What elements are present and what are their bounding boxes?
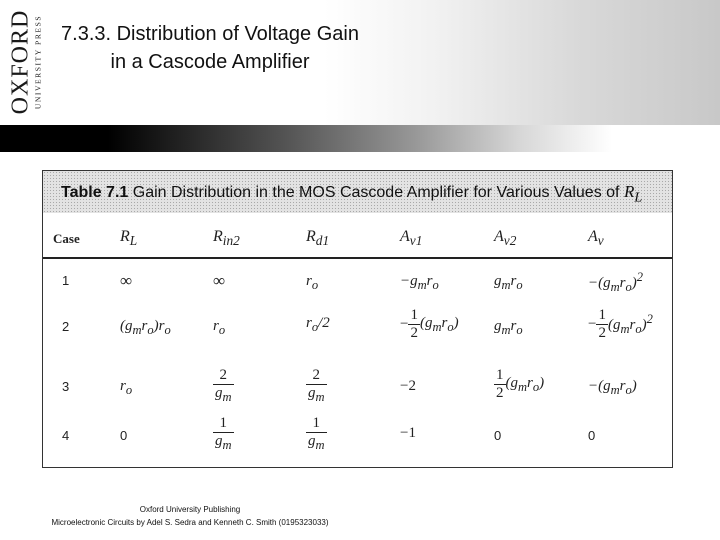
row3-av: $-(g_mr_o)$ [588,378,637,397]
row2-rin2: $r_o$ [213,318,226,337]
row4-rl: 0 [120,428,128,443]
logo-word: OXFORD [7,9,34,115]
header-rd1: $R_{d1}$ [306,228,330,249]
row2-av: − $\frac{1}{2}$ $(g_mr_o)^2$ [588,307,653,341]
footer-book-reference: Microelectronic Circuits by Adel S. Sedra and Kenneth C. Smith (0195323033) [51,518,329,527]
row2-av1: − $\frac{1}{2}$ $(g_mr_o)$ [400,307,459,341]
row3-rin2: $\frac{2}{g_m}$ [215,367,232,404]
header-rin2: $R_{in2}$ [213,228,240,249]
row1-rl: ∞ [120,271,133,290]
header-av1: $A_{v1}$ [400,228,423,249]
table-caption-bar [43,171,672,213]
header-av2: $A_{v2}$ [494,228,517,249]
row4-case: 4 [62,428,70,443]
decorative-gradient-bar [0,125,720,152]
header-av: $A_v$ [588,228,604,249]
row4-rd1: $\frac{1}{g_m}$ [308,415,325,452]
row1-case: 1 [62,273,70,288]
table-caption [61,182,642,206]
row2-av2: $g_mr_o$ [494,318,523,337]
row3-case: 3 [62,379,70,394]
oxford-logo [0,0,46,125]
row2-case: 2 [62,319,70,334]
table-caption-text: Gain Distribution in the MOS Cascode Amplifier for Various Values of [132,184,620,201]
row4-av: 0 [588,428,596,443]
header-rl: $R_L$ [120,228,138,249]
row1-av2: $g_mr_o$ [494,273,523,292]
logo-subtitle: UNIVERSITY PRESS [33,14,43,110]
row1-rd1: $r_o$ [306,273,319,292]
row3-rd1: $\frac{2}{g_m}$ [308,367,325,404]
footer-citation [0,503,380,529]
row4-av1: −1 [400,425,416,441]
row4-rin2: $\frac{1}{g_m}$ [215,415,232,452]
row2-rd1: $r_o/2$ [306,315,330,334]
slide-title: 7.3.3. Distribution of Voltage Gain in a Cascode Amplifier [61,23,359,73]
row3-rl: $r_o$ [120,378,133,397]
row3-av2: $\frac{1}{2}$ $(g_mr_o)$ [496,367,545,401]
header-divider [43,257,672,259]
table-figure [42,170,673,468]
row1-av1: $-g_mr_o$ [400,273,439,292]
table-caption-symbol: $R_L$ [623,182,643,206]
header-case: Case [53,231,80,246]
row1-rin2: ∞ [213,271,226,290]
row3-av1: −2 [400,378,416,394]
row1-av: $-(g_mr_o)^2$ [588,270,643,294]
footer-publisher: Oxford University Publishing [139,505,241,514]
table-caption-label: Table 7.1 [61,184,129,201]
row2-rl: $(g_mr_o)r_o$ [120,318,171,337]
row4-av2: 0 [494,428,502,443]
